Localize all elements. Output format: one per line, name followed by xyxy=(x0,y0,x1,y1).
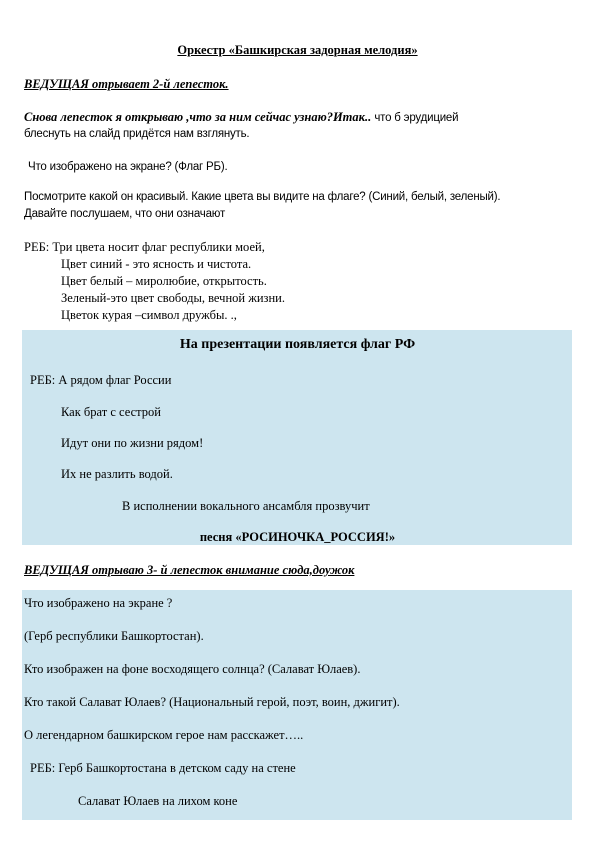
poem-line-1: РЕБ: Три цвета носит флаг республики моей, xyxy=(24,240,265,254)
host-line-petal-2: ВЕДУЩАЯ отрывает 2-й лепесток. xyxy=(24,77,229,91)
box2-line-7: Салават Юлаев на лихом коне xyxy=(78,794,238,808)
box2-line-3: Кто изображен на фоне восходящего солнца? (Салават Юлаев). xyxy=(24,662,361,676)
box2-line-1: Что изображено на экране ? xyxy=(24,596,173,610)
verse-italic: Снова лепесток я открываю ,что за ним сейчас узнаю?Итак.. xyxy=(24,110,372,124)
box2-line-5: О легендарном башкирском герое нам расскажет….. xyxy=(24,728,304,742)
question-flag-rb: Что изображено на экране? (Флаг РБ). xyxy=(28,161,228,173)
page-title: Оркестр «Башкирская задорная мелодия» xyxy=(177,43,418,57)
host-line-petal-3: ВЕДУЩАЯ отрываю 3- й лепесток внимание сюда,доужок xyxy=(24,563,355,577)
poem-line-5: Цветок курая –символ дружбы. ., xyxy=(61,308,237,322)
poem-line-2: Цвет синий - это ясность и чистота. xyxy=(61,257,252,271)
look-line-2: Давайте послушаем, что они означают xyxy=(24,208,226,220)
box1-line-1: РЕБ: А рядом флаг России xyxy=(30,373,172,387)
box2-line-2: (Герб республики Башкортостан). xyxy=(24,629,204,643)
poem-line-4: Зеленый-это цвет свободы, вечной жизни. xyxy=(61,291,285,305)
box1-performance: В исполнении вокального ансамбля прозвучит xyxy=(122,499,370,513)
poem-line-3: Цвет белый – миролюбие, открытость. xyxy=(61,274,267,288)
box1-line-2: Как брат с сестрой xyxy=(61,405,161,419)
look-line-1: Посмотрите какой он красивый. Какие цвета вы видите на флаге? (Синий, белый, зеленый). xyxy=(24,191,501,203)
verse-line-2: блеснуть на слайд придётся нам взглянуть. xyxy=(24,128,250,140)
verse-line-1 xyxy=(24,110,458,126)
box2-line-4: Кто такой Салават Юлаев? (Национальный герой, поэт, воин, джигит). xyxy=(24,695,400,709)
box1-heading: На презентации появляется флаг РФ xyxy=(179,337,416,352)
box2-line-6: РЕБ: Герб Башкортостана в детском саду на стене xyxy=(30,761,296,775)
box1-line-3: Идут они по жизни рядом! xyxy=(61,436,204,450)
box1-line-4: Их не разлить водой. xyxy=(61,467,173,481)
box1-song: песня «РОСИНОЧКА_РОССИЯ!» xyxy=(199,530,396,544)
verse-rest: что б эрудицией xyxy=(374,112,459,124)
